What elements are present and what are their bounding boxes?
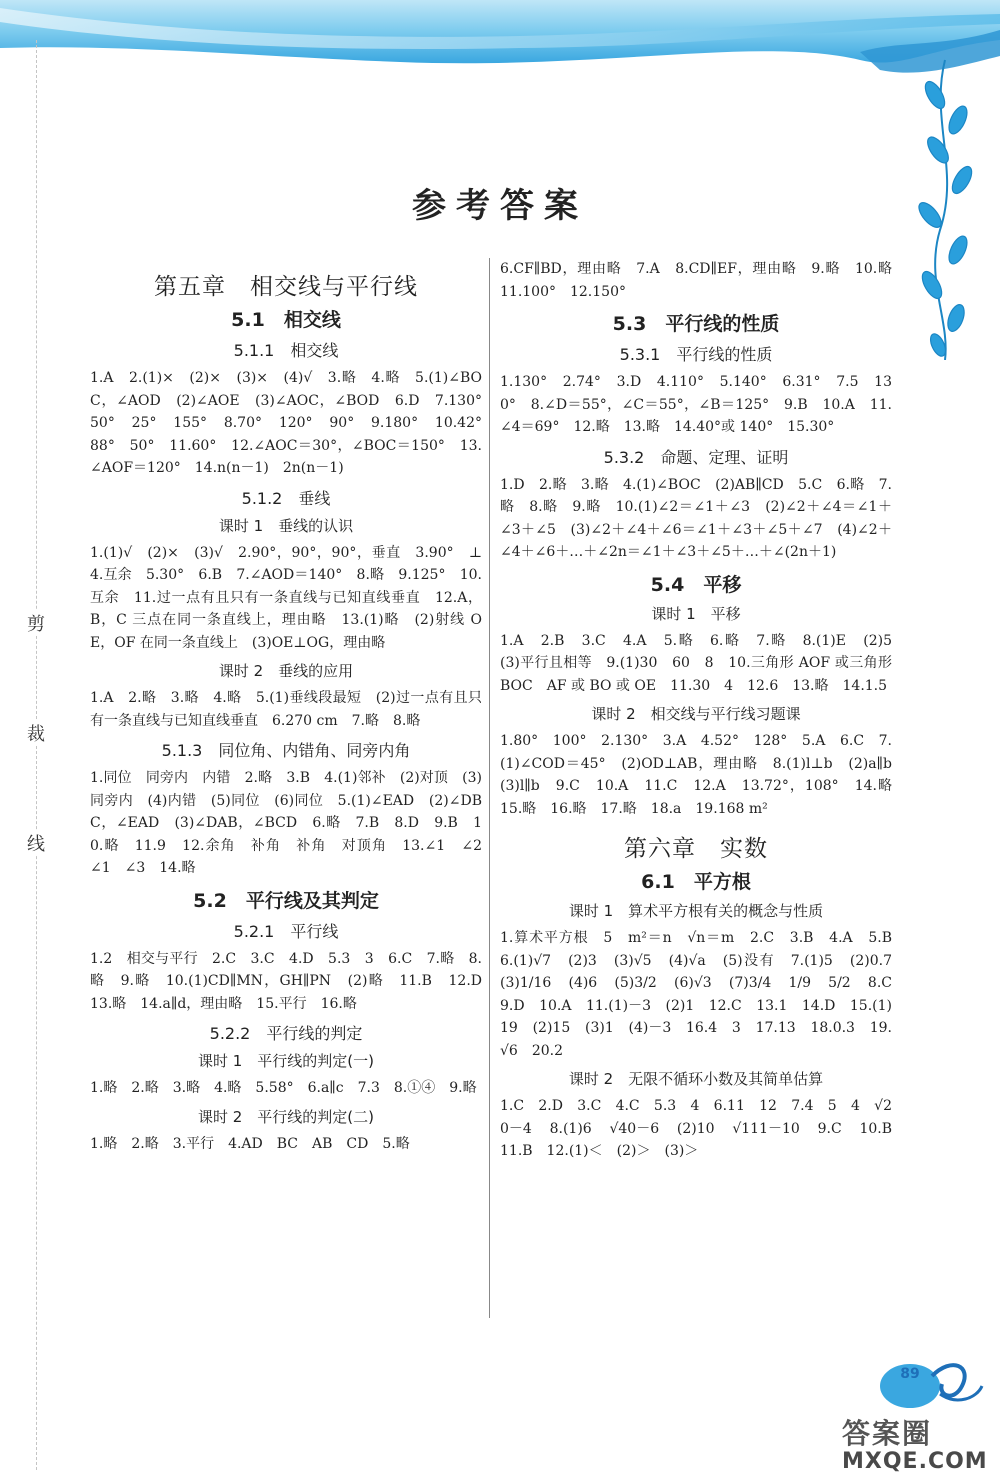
answer-paragraph: 1.80° 100° 2.130° 3.A 4.52° 128° 5.A 6.C 7.(1)∠COD＝45° (2)OD⊥AB，理由略 8.(1)l⊥b (2)a∥b (3)l∥b 9.C 10.A 11.C 12.A 13.72°，108° 14.略 15.略 16.略 17.略 18.a 19.168 m² [500, 733, 906, 817]
answer-paragraph: 1.A 2.略 3.略 4.略 5.(1)垂线段最短 (2)过一点有且只有一条直线与已知直线垂直 6.270 cm 7.略 8.略 [90, 690, 482, 729]
cut-mark-1: 剪 [26, 610, 46, 636]
sub-heading: 5.1.3 同位角、内错角、同旁内角 [161, 741, 411, 760]
sub-heading: 5.3.1 平行线的性质 [619, 345, 773, 364]
watermark-text: 答案圈 [842, 1417, 933, 1450]
page-title: 参考答案 [412, 186, 588, 226]
answers-left-column [90, 258, 496, 1161]
cut-line [36, 40, 37, 1470]
sub-heading: 5.2.2 平行线的判定 [209, 1024, 363, 1043]
answer-paragraph: 1.A 2.(1)× (2)× (3)× (4)√ 3.略 4.略 5.(1)∠BOC，∠AOD (2)∠AOE (3)∠AOC，∠BOD 6.D 7.130° 50° 25° 155° 8.70° 120° 90° 9.180° 10.42° 88° 50° 11.60° 12.∠AOC＝30°，∠BOC＝150° 13.∠AOF＝120° 14.n(n－1) 2n(n－1) [90, 370, 496, 476]
lesson-heading: 课时 2 无限不循环小数及其简单估算 [568, 1070, 824, 1088]
watermark-url: MXQE.COM [842, 1449, 988, 1474]
chapter-heading: 第六章 实数 [624, 836, 768, 862]
sub-heading: 5.1.1 相交线 [233, 341, 339, 360]
cut-mark-3: 线 [26, 830, 46, 856]
lesson-heading: 课时 1 算术平方根有关的概念与性质 [568, 902, 824, 920]
lesson-heading: 课时 1 平行线的判定(一) [197, 1052, 375, 1070]
lesson-heading: 课时 2 平行线的判定(二) [197, 1107, 375, 1126]
answer-paragraph: 1.A 2.B 3.C 4.A 5.略 6.略 7.略 8.(1)E (2)5 (3)平行且相等 9.(1)30 60 8 10.三角形 AOF 或三角形 BOC AF 或 BO 或 OE 11.30 4 12.6 13.略 14.1.5 [500, 632, 906, 694]
answer-paragraph: 1.C 2.D 3.C 4.C 5.3 4 6.11 12 7.4 5 4 √20－4 8.(1)6 √40－6 (2)10 √111－10 9.C 10.B 11.B 12.(1)＜ (2)＞ (3)＞ [500, 1098, 906, 1159]
lesson-heading: 课时 2 相交线与平行线习题课 [591, 705, 801, 723]
cut-mark-2: 裁 [26, 720, 46, 746]
answer-paragraph: 1.130° 2.74° 3.D 4.110° 5.140° 6.31° 7.5 130° 8.∠D＝55°，∠C＝55°，∠B＝125° 9.B 10.A 11.∠4＝69° 12.略 13.略 14.40°或 140° 15.30° [500, 374, 892, 435]
answer-paragraph: 1.同位 同旁内 内错 2.略 3.B 4.(1)邻补 (2)对顶 (3)同旁内 (4)内错 (5)同位 (6)同位 5.(1)∠EAD (2)∠DBC，∠EAD (3)∠DAB，∠BCD 6.略 7.B 8.D 9.B 10.略 11.9 12.余角 补角 补角 对顶角 13.∠1 ∠2 ∠1 ∠3 14.略 [90, 770, 496, 876]
answer-paragraph: 1.算术平方根 5 m²＝n √n＝m 2.C 3.B 4.A 5.B 6.(1)√7 (2)3 (3)√5 (4)√a (5)没有 7.(1)5 (2)0.7 (3)1/16 (4)6 (5)3/2 (6)√3 (7)3/4 1/9 5/2 8.C 9.D 10.A 11.(1)－3 (2)1 12.C 13.1 14.D 15.(1)19 (2)15 (3)1 (4)－3 16.4 3 17.13 18.0.3 19.√6 20.2 [500, 930, 906, 1059]
sub-heading: 5.1.2 垂线 [241, 488, 331, 508]
sub-heading: 5.3.2 命题、定理、证明 [603, 447, 789, 467]
answer-paragraph: 1.2 相交与平行 2.C 3.C 4.D 5.3 3 6.C 7.略 8.略 9.略 10.(1)CD∥MN，GH∥PN (2)略 11.B 12.D 13.略 14.a∥d，理由略 15.平行 16.略 [90, 950, 496, 1012]
section-heading: 5.4 平移 [650, 573, 742, 596]
answer-paragraph: 1.(1)√ (2)× (3)√ 2.90°，90°，90°，垂直 3.90° ⊥ 4.互余 5.30° 6.B 7.∠AOD＝140° 8.略 9.125° 10.互余 11.过一点有且只有一条直线与已知直线垂直 12.A，B，C 三点在同一条直线上，理由略 13.(1)略 (2)射线 OE，OF 在同一条直线上 (3)OE⊥OG，理由略 [90, 544, 496, 651]
sub-heading: 5.2.1 平行线 [233, 921, 339, 941]
section-heading: 5.1 相交线 [231, 309, 341, 331]
chapter-heading: 第五章 相交线与平行线 [154, 274, 418, 300]
answer-paragraph: 1.略 2.略 3.略 4.略 5.58° 6.a∥c 7.3 8.①④ 9.略 [90, 1080, 477, 1096]
lesson-heading: 课时 1 垂线的认识 [218, 516, 354, 535]
lesson-heading: 课时 2 垂线的应用 [218, 662, 354, 680]
answer-paragraph: 1.略 2.略 3.平行 4.AD BC AB CD 5.略 [90, 1135, 410, 1152]
section-heading: 5.3 平行线的性质 [612, 313, 780, 335]
watermark-logo [842, 1418, 992, 1480]
page-number: 89 [900, 1366, 920, 1382]
answer-paragraph: 6.CF∥BD，理由略 7.A 8.CD∥EF，理由略 9.略 10.略 11.100° 12.150° [500, 261, 906, 300]
lesson-heading: 课时 1 平移 [651, 604, 741, 623]
answers-right-column [500, 258, 906, 1169]
answer-paragraph: 1.D 2.略 3.略 4.(1)∠BOC (2)AB∥CD 5.C 6.略 7.略 8.略 9.略 10.(1)∠2＝∠1＋∠3 (2)∠2＋∠4＝∠1＋∠3＋∠5 (3)∠2＋∠4＋∠6＝∠1＋∠3＋∠5＋∠7 (4)∠2＋∠4＋∠6＋…＋∠2n＝∠1＋∠3＋∠5＋…＋∠(2n＋1) [500, 476, 892, 560]
section-heading: 5.2 平行线及其判定 [193, 889, 379, 912]
section-heading: 6.1 平方根 [641, 871, 751, 893]
